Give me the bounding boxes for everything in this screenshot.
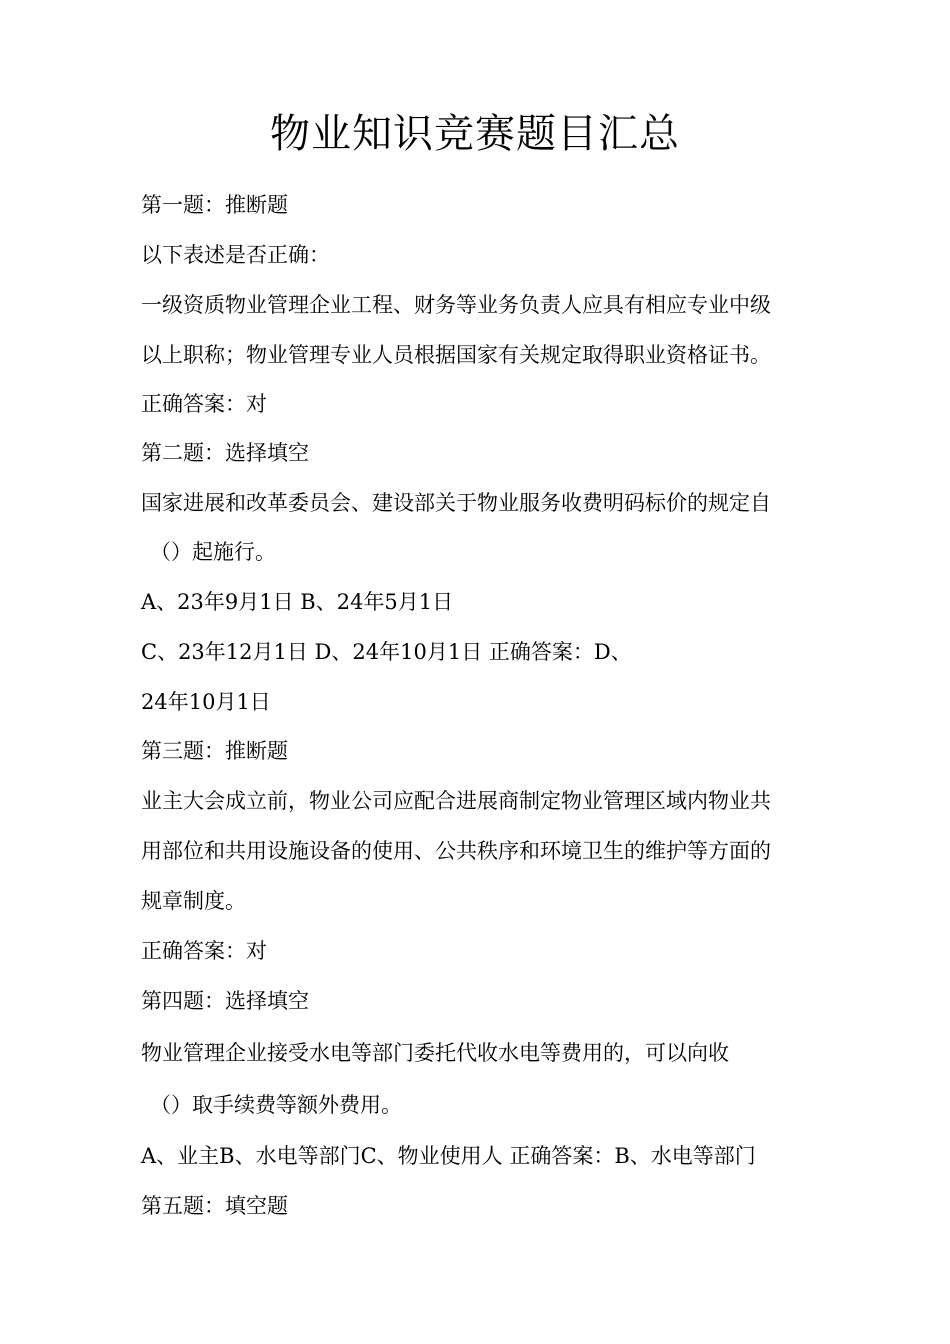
question-1-answer: 正确答案：对 — [141, 392, 267, 416]
question-1-text-line-2: 以上职称；物业管理专业人员根据国家有关规定取得职业资格证书。 — [141, 343, 771, 367]
question-2-options-line-1: A、23年9月1日 B、24年5月1日 — [141, 590, 454, 614]
question-4-heading: 第四题：选择填空 — [141, 989, 309, 1013]
question-1-prompt: 以下表述是否正确： — [141, 243, 330, 267]
question-4-text-line-2: （）取手续费等额外费用。 — [150, 1093, 402, 1117]
question-4-options-and-answer: A、业主B、水电等部门C、物业使用人 正确答案：B、水电等部门 — [141, 1144, 756, 1168]
question-3-answer: 正确答案：对 — [141, 939, 267, 963]
document-title: 物业知识竞赛题目汇总 — [270, 111, 680, 157]
question-3-text-line-3: 规章制度。 — [141, 889, 246, 913]
question-3-text-line-2: 用部位和共用设施设备的使用、公共秩序和环境卫生的维护等方面的 — [141, 839, 771, 863]
question-2-text-line-1: 国家进展和改革委员会、建设部关于物业服务收费明码标价的规定自 — [141, 491, 771, 515]
question-3-text-line-1: 业主大会成立前，物业公司应配合进展商制定物业管理区域内物业共 — [141, 789, 771, 813]
question-2-text-line-2: （）起施行。 — [150, 540, 276, 564]
question-5-heading: 第五题：填空题 — [141, 1194, 288, 1218]
question-3-heading: 第三题：推断题 — [141, 739, 288, 763]
question-4-text-line-1: 物业管理企业接受水电等部门委托代收水电等费用的，可以向收 — [141, 1041, 729, 1065]
question-2-heading: 第二题：选择填空 — [141, 441, 309, 465]
question-2-answer-continued: 24年10月1日 — [141, 690, 271, 714]
question-1-text-line-1: 一级资质物业管理企业工程、财务等业务负责人应具有相应专业中级 — [141, 293, 771, 317]
question-1-heading: 第一题：推断题 — [141, 193, 288, 217]
question-2-options-line-2: C、23年12月1日 D、24年10月1日 正确答案：D、 — [141, 640, 632, 664]
